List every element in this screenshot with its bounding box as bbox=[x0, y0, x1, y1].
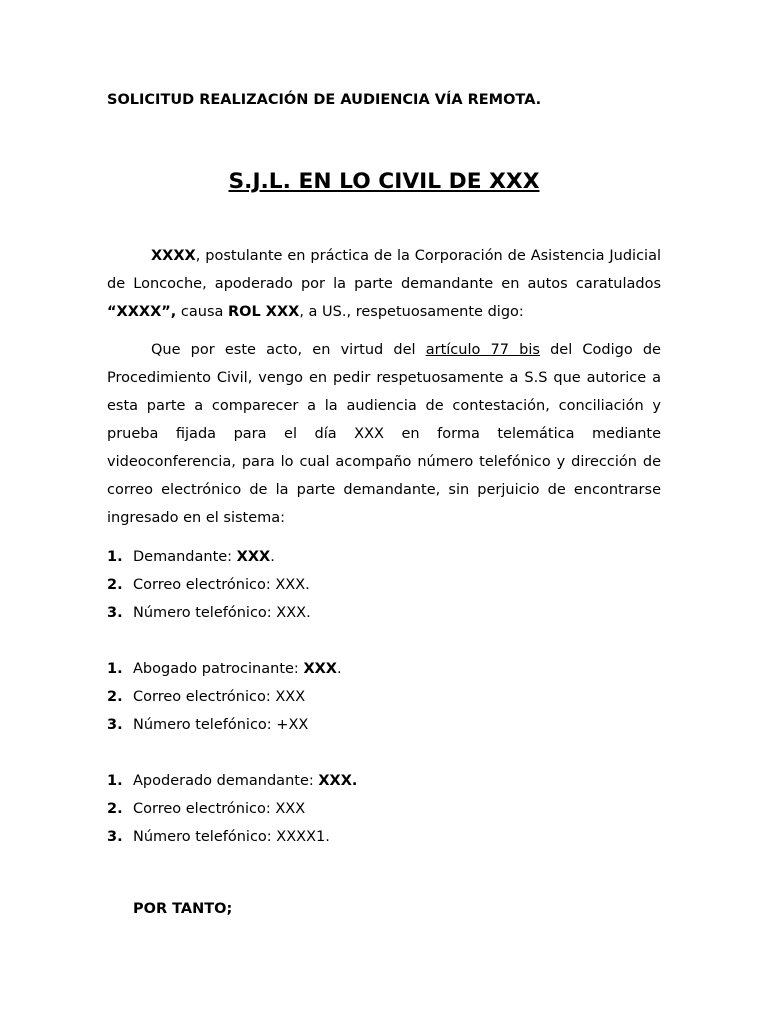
list-number: 1. bbox=[107, 773, 123, 789]
case-rol: ROL XXX bbox=[228, 304, 300, 320]
petitioner-name: XXXX bbox=[151, 248, 196, 264]
list-item bbox=[107, 795, 357, 823]
item-value: XXX. bbox=[318, 773, 358, 789]
item-label: Apoderado demandante: bbox=[133, 773, 319, 789]
case-name: “XXXX”, bbox=[107, 304, 177, 320]
item-text: Correo electrónico: XXX bbox=[133, 801, 306, 817]
item-value: XXX bbox=[236, 549, 271, 565]
list-number: 3. bbox=[107, 829, 123, 845]
request-text-2: del Codigo de Procedimiento Civil, vengo en pedir respetuosamente a S.S que autorice a esta parte a comparecer a la audiencia de contestación, conciliación y prueba fijada para el día XXX en forma telemática mediante videoconferencia, para lo cual acompaño número telefónico y dirección de correo electrónico de la parte demandante, sin perjuicio de encontrarse ingresado en el sistema: bbox=[107, 342, 661, 526]
item-text: Correo electrónico: XXX bbox=[133, 689, 306, 705]
intro-text-3: , a US., respetuosamente digo: bbox=[299, 304, 524, 320]
item-text: Número telefónico: XXXX1. bbox=[133, 829, 330, 845]
item-label: Abogado patrocinante: bbox=[133, 661, 304, 677]
list-item bbox=[107, 683, 342, 711]
list-number: 3. bbox=[107, 717, 123, 733]
list-item bbox=[107, 711, 342, 739]
list-number: 2. bbox=[107, 577, 123, 593]
item-text: Número telefónico: +XX bbox=[133, 717, 309, 733]
court-heading: S.J.L. EN LO CIVIL DE XXX bbox=[228, 169, 540, 194]
list-number: 1. bbox=[107, 661, 123, 677]
item-text: Número telefónico: XXX. bbox=[133, 605, 311, 621]
item-text: Correo electrónico: XXX. bbox=[133, 577, 310, 593]
document-title: SOLICITUD REALIZACIÓN DE AUDIENCIA VÍA REMOTA. bbox=[107, 92, 542, 108]
request-paragraph bbox=[107, 336, 661, 532]
list-item bbox=[107, 655, 342, 683]
item-end: . bbox=[336, 661, 342, 677]
list-item bbox=[107, 543, 311, 571]
intro-paragraph bbox=[107, 242, 661, 326]
article-reference: artículo 77 bis bbox=[425, 342, 540, 358]
request-text-1: Que por este acto, en virtud del bbox=[151, 342, 426, 358]
list-number: 2. bbox=[107, 689, 123, 705]
list-number: 1. bbox=[107, 549, 123, 565]
list-item bbox=[107, 599, 311, 627]
proxy-contact-list bbox=[107, 767, 357, 851]
list-number: 2. bbox=[107, 801, 123, 817]
list-item bbox=[107, 823, 357, 851]
list-number: 3. bbox=[107, 605, 123, 621]
item-end: . bbox=[270, 549, 275, 565]
closing-phrase: POR TANTO; bbox=[133, 901, 233, 917]
list-item bbox=[107, 767, 357, 795]
item-value: XXX bbox=[303, 661, 337, 677]
intro-text-1: , postulante en práctica de la Corporación de Asistencia Judicial de Loncoche, apoderado por la parte demandante en autos caratulados bbox=[107, 248, 661, 292]
intro-text-2: causa bbox=[176, 304, 229, 320]
list-item bbox=[107, 571, 311, 599]
attorney-contact-list bbox=[107, 655, 342, 739]
item-label: Demandante: bbox=[133, 549, 237, 565]
plaintiff-contact-list bbox=[107, 543, 311, 627]
